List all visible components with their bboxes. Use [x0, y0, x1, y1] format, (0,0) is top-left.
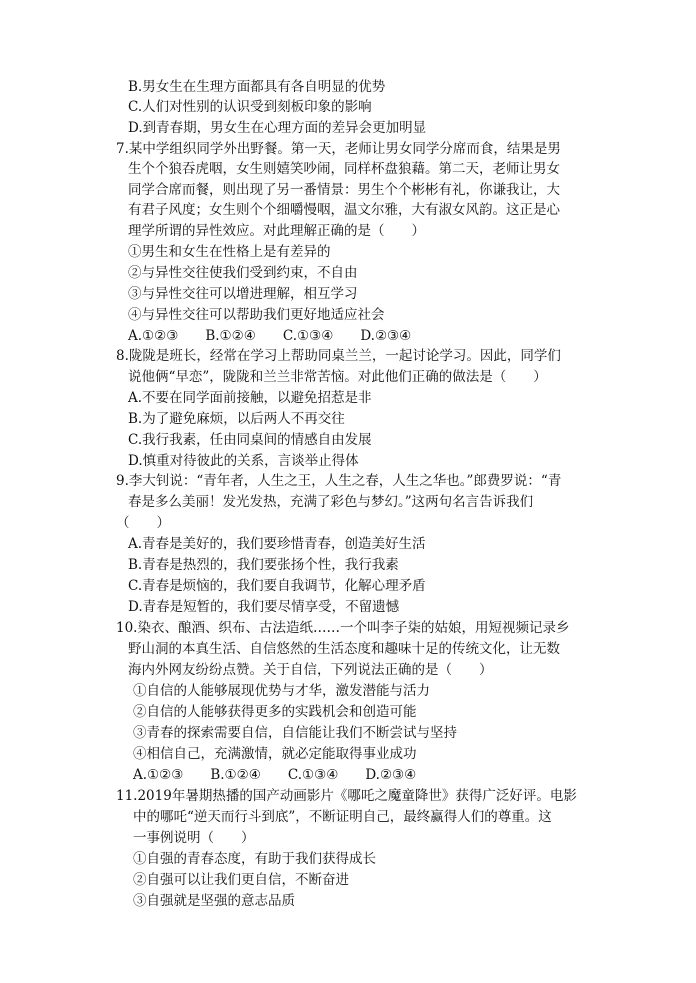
- q9-option-a: A.青春是美好的，我们要珍惜青春，创造美好生活: [128, 536, 426, 552]
- q9-option-b: B.青春是热烈的，我们要张扬个性，我行我素: [128, 557, 399, 573]
- q7-stem-line-2: 生个个狼吞虎咽，女生则嬉笑吵闹，同样杯盘狼藉。第二天，老师让男女: [128, 161, 560, 177]
- q11-item-1: ①自强的青春态度，有助于我们获得成长: [133, 851, 376, 867]
- q7-stem-line-5: 理学所谓的异性效应。对此理解正确的是（ ）: [128, 223, 425, 239]
- q7-stem-line-1: 7.某中学组织同学外出野餐。第一天，老师让男女同学分席而食，结果是男: [116, 141, 561, 157]
- q10-stem-line-2: 野山洞的本真生活、自信悠然的生活态度和趣味十足的传统文化，让无数: [128, 641, 560, 657]
- q10-stem-line-1: 10.染衣、酿酒、织布、古法造纸……一个叫李子柒的姑娘，用短视频记录乡: [116, 620, 570, 636]
- q7-item-3: ③与异性交往可以增进理解，相互学习: [128, 286, 358, 302]
- q9-option-c: C.青春是烦恼的，我们要自我调节，化解心理矛盾: [128, 578, 426, 594]
- q7-options: A.①②③ B.①②④ C.①③④ D.②③④: [128, 328, 412, 344]
- q8-option-c: C.我行我素，任由同桌间的情感自由发展: [128, 432, 372, 448]
- q8-option-b: B.为了避免麻烦，以后两人不再交往: [128, 411, 345, 427]
- q7-item-1: ①男生和女生在性格上是有差异的: [128, 244, 331, 260]
- q10-stem-line-3: 海内外网友纷纷点赞。关于自信，下列说法正确的是（ ）: [128, 662, 493, 678]
- q11-item-3: ③自强就是坚强的意志品质: [133, 893, 295, 909]
- q8-option-a: A.不要在同学面前接触，以避免招惹是非: [128, 390, 372, 406]
- q7-item-4: ④与异性交往可以帮助我们更好地适应社会: [128, 307, 385, 323]
- q9-stem-line-3: （ ）: [116, 515, 170, 531]
- q10-options: A.①②③ B.①②④ C.①③④ D.②③④: [133, 767, 417, 783]
- q6-option-d: D.到青春期，男女生在心理方面的差异会更加明显: [128, 120, 427, 136]
- q6-option-c: C.人们对性别的认识受到刻板印象的影响: [128, 99, 372, 115]
- q10-item-1: ①自信的人能够展现优势与才华，激发潜能与活力: [133, 683, 430, 699]
- q7-item-2: ②与异性交往使我们受到约束，不自由: [128, 265, 358, 281]
- q11-stem-line-1: 11.2019年暑期热播的国产动画影片《哪吒之魔童降世》获得广泛好评。电影: [116, 788, 577, 804]
- q11-item-2: ②自强可以让我们更自信，不断奋进: [133, 872, 349, 888]
- q9-stem-line-2: 春是多么美丽！发光发热，充满了彩色与梦幻。”这两句名言告诉我们: [128, 494, 534, 510]
- q6-option-b: B.男女生在生理方面都具有各自明显的优势: [128, 79, 386, 95]
- q8-option-d: D.慎重对待彼此的关系，言谈举止得体: [128, 453, 359, 469]
- q9-stem-line-1: 9.李大钊说：“青年者，人生之王，人生之春，人生之华也。”郎费罗说：“青: [116, 473, 562, 489]
- q7-stem-line-4: 有君子风度；女生则个个细嚼慢咽，温文尔雅，大有淑女风韵。这正是心: [128, 202, 560, 218]
- q10-item-3: ③青春的探索需要自信，自信能让我们不断尝试与坚持: [133, 725, 457, 741]
- q7-stem-line-3: 同学合席而餐，则出现了另一番情景：男生个个彬彬有礼，你谦我让，大: [128, 182, 560, 198]
- q9-option-d: D.青春是短暂的，我们要尽情享受，不留遗憾: [128, 599, 400, 615]
- q10-item-4: ④相信自己，充满激情，就必定能取得事业成功: [133, 746, 417, 762]
- q11-stem-line-2: 中的哪吒“逆天而行斗到底”，不断证明自己，最终赢得人们的尊重。这: [133, 809, 552, 825]
- q8-stem-line-1: 8.陇陇是班长，经常在学习上帮助同桌兰兰，一起讨论学习。因此，同学们: [116, 348, 561, 364]
- q11-stem-line-3: 一事例说明（ ）: [133, 830, 255, 846]
- q10-item-2: ②自信的人能够获得更多的实践机会和创造可能: [133, 704, 417, 720]
- q8-stem-line-2: 说他俩“早恋”，陇陇和兰兰非常苦恼。对此他们正确的做法是（ ）: [128, 369, 547, 385]
